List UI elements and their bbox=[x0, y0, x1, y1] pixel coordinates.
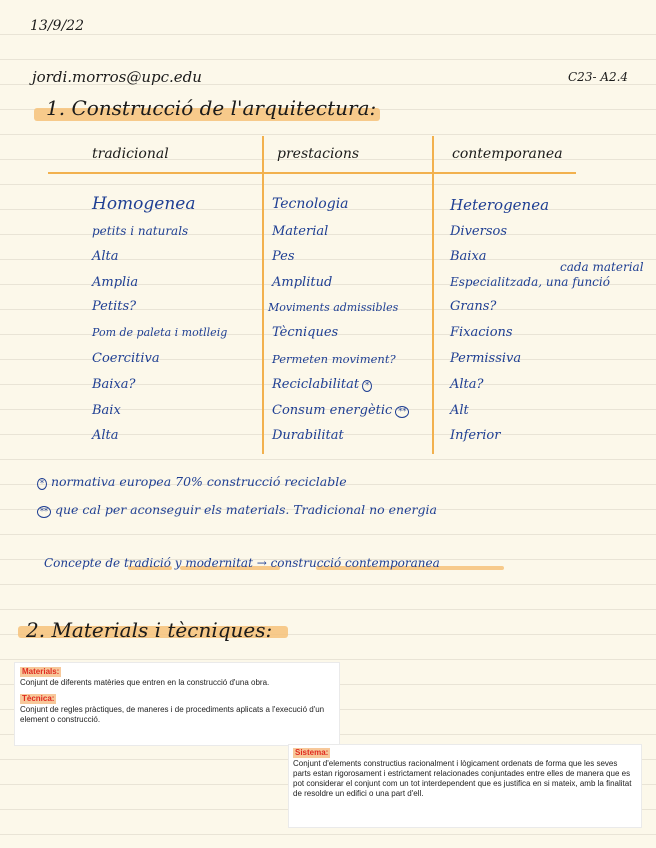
footnote-mark: * bbox=[362, 380, 372, 392]
table-cell: Baix bbox=[92, 403, 121, 418]
tecnica-title: Tècnica: bbox=[22, 694, 55, 703]
table-cell: Coercitiva bbox=[92, 351, 160, 366]
table-cell: Alta? bbox=[450, 377, 484, 392]
tecnica-definition: Conjunt de regles pràctiques, de maneres i de procediments aplicats a l'execució d'un element o construcció. bbox=[20, 705, 325, 724]
side-note: cada material bbox=[560, 260, 644, 274]
sistema-definition: Conjunt d'elements constructius racionalment i lògicament ordenats de forma que les seves parts estan rigorosament i estrictament relacionades conjuntades entre elles de manera que es pot considerar el conjunt com un tot interdependent que es justifica en si mateix, amb la finalitat de resoldre un edifici o una part d'ell. bbox=[293, 759, 632, 798]
table-cell: Baixa bbox=[450, 249, 487, 264]
table-cell: Amplitud bbox=[272, 275, 333, 290]
section2-title: 2. Materials i tècniques: bbox=[26, 618, 273, 642]
footnote-2 bbox=[34, 502, 437, 518]
table-cell: Tecnologia bbox=[272, 196, 349, 212]
column-header-prestacions: prestacions bbox=[277, 146, 360, 162]
materials-title: Materials: bbox=[22, 667, 60, 676]
table-cell: Tècniques bbox=[272, 325, 339, 340]
table-cell: Diversos bbox=[450, 224, 508, 239]
table-cell bbox=[272, 403, 409, 418]
table-cell: Alta bbox=[92, 428, 119, 443]
table-cell: Permissiva bbox=[450, 351, 522, 366]
table-header-rule bbox=[48, 172, 576, 174]
table-cell: Permeten moviment? bbox=[272, 352, 396, 366]
table-cell: Material bbox=[272, 224, 329, 239]
column-header-contemporanea: contemporanea bbox=[452, 146, 563, 162]
table-cell: Amplia bbox=[92, 275, 139, 290]
table-cell-text: Consum energètic bbox=[272, 403, 393, 418]
table-cell: Pes bbox=[272, 249, 295, 264]
table-cell bbox=[272, 377, 372, 392]
footnote-mark: ** bbox=[395, 406, 409, 418]
footnote-text: que cal per aconseguir els materials. Tradicional no energia bbox=[54, 502, 437, 517]
table-cell: Pom de paleta i motlleig bbox=[92, 326, 228, 339]
table-cell: Heterogenea bbox=[450, 196, 550, 214]
table-cell: Grans? bbox=[450, 299, 497, 314]
table-cell: Fixacions bbox=[450, 325, 513, 340]
table-cell: petits i naturals bbox=[92, 224, 189, 238]
column-header-tradicional: tradicional bbox=[92, 146, 169, 162]
definitions-clipping bbox=[14, 662, 340, 746]
table-cell: Baixa? bbox=[92, 377, 136, 392]
note-date: 13/9/22 bbox=[30, 18, 84, 34]
course-code: C23- A2.4 bbox=[568, 70, 629, 84]
table-cell: Petits? bbox=[92, 299, 137, 314]
concept-note: Concepte de tradició y modernitat → construcció contemporanea bbox=[44, 556, 440, 570]
sistema-title: Sistema: bbox=[295, 748, 329, 757]
sistema-clipping bbox=[288, 744, 642, 828]
table-column-divider-2 bbox=[432, 136, 434, 454]
table-cell: Inferior bbox=[450, 428, 501, 443]
table-cell: Homogenea bbox=[92, 194, 196, 214]
table-cell: Durabilitat bbox=[272, 428, 344, 443]
footnote-mark: * bbox=[37, 478, 47, 490]
footnote-mark: ** bbox=[37, 506, 51, 518]
table-cell: Especialitzada, una funció bbox=[450, 275, 610, 289]
section1-title: 1. Construcció de l'arquitectura: bbox=[46, 96, 377, 120]
footnote-text: normativa europea 70% construcció reciclable bbox=[50, 474, 347, 489]
materials-definition: Conjunt de diferents matèries que entren en la construcció d'una obra. bbox=[20, 678, 270, 687]
table-cell: Alt bbox=[450, 403, 469, 418]
footnote-1 bbox=[34, 474, 347, 490]
table-cell-text: Reciclabilitat bbox=[272, 377, 360, 392]
table-cell: Alta bbox=[92, 249, 119, 264]
author-email: jordi.morros@upc.edu bbox=[32, 68, 202, 86]
table-column-divider-1 bbox=[262, 136, 264, 454]
table-cell: Moviments admissibles bbox=[268, 301, 399, 314]
